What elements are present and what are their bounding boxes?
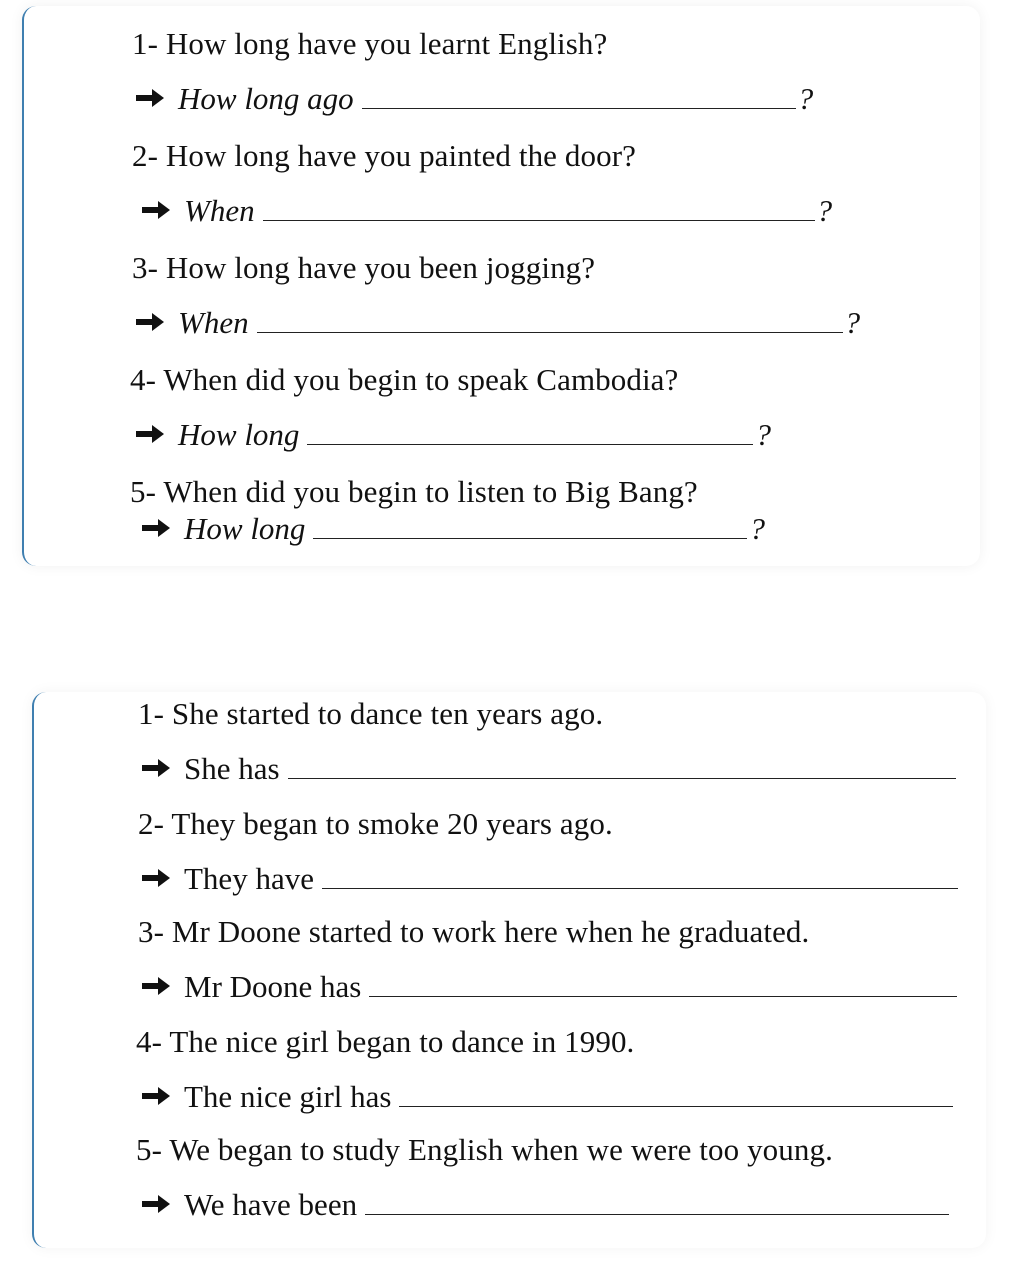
answer-prompt: When (178, 305, 249, 340)
answer-line-3 (138, 968, 957, 1005)
right-arrow-icon (138, 755, 176, 781)
answer-blank[interactable] (313, 510, 747, 539)
question-mark: ? (797, 81, 814, 116)
right-arrow-icon (138, 865, 176, 891)
right-arrow-icon (132, 421, 170, 447)
question-mark: ? (844, 305, 861, 340)
answer-line-1 (132, 80, 813, 117)
answer-prompt: How long (184, 511, 306, 546)
question-3: 3- Mr Doone started to work here when he graduated. (138, 914, 810, 949)
answer-prompt: They have (184, 861, 314, 896)
question-4: 4- The nice girl began to dance in 1990. (136, 1024, 635, 1059)
answer-line-1 (138, 750, 956, 787)
question-mark: ? (749, 511, 765, 546)
exercise-2-card (32, 692, 986, 1248)
answer-blank[interactable] (369, 968, 957, 997)
question-5: 5- We began to study English when we were too young. (136, 1132, 833, 1167)
right-arrow-icon (132, 85, 170, 111)
answer-prompt: How long ago (178, 81, 354, 116)
answer-line-5 (138, 510, 765, 547)
answer-line-4 (132, 416, 771, 453)
question-2: 2- They began to smoke 20 years ago. (138, 806, 613, 841)
answer-line-2 (138, 860, 958, 897)
question-1: 1- She started to dance ten years ago. (138, 696, 604, 731)
right-arrow-icon (138, 1191, 176, 1217)
answer-line-3 (132, 304, 860, 341)
answer-line-4 (138, 1078, 953, 1115)
right-arrow-icon (138, 197, 176, 223)
right-arrow-icon (138, 515, 176, 541)
question-4: 4- When did you begin to speak Cambodia? (130, 362, 679, 397)
answer-blank[interactable] (257, 304, 843, 333)
answer-blank[interactable] (288, 750, 956, 779)
answer-blank[interactable] (399, 1078, 953, 1107)
answer-blank[interactable] (365, 1186, 949, 1215)
answer-prompt: When (184, 193, 255, 228)
answer-blank[interactable] (263, 192, 815, 221)
answer-blank[interactable] (322, 860, 958, 889)
right-arrow-icon (138, 1083, 176, 1109)
answer-blank[interactable] (362, 80, 796, 109)
answer-prompt: The nice girl has (184, 1079, 392, 1114)
question-1: 1- How long have you learnt English? (132, 26, 608, 61)
question-mark: ? (816, 193, 833, 228)
right-arrow-icon (138, 973, 176, 999)
question-2: 2- How long have you painted the door? (132, 138, 636, 173)
exercise-1-card (22, 6, 980, 566)
answer-blank[interactable] (307, 416, 753, 445)
answer-line-5 (138, 1186, 949, 1223)
right-arrow-icon (132, 309, 170, 335)
question-5: 5- When did you begin to listen to Big Bang? (130, 474, 698, 509)
answer-prompt: We have been (184, 1187, 358, 1222)
question-3: 3- How long have you been jogging? (132, 250, 596, 285)
question-mark: ? (755, 417, 771, 452)
answer-prompt: How long (178, 417, 300, 452)
answer-prompt: She has (184, 751, 280, 786)
answer-line-2 (138, 192, 832, 229)
answer-prompt: Mr Doone has (184, 969, 362, 1004)
